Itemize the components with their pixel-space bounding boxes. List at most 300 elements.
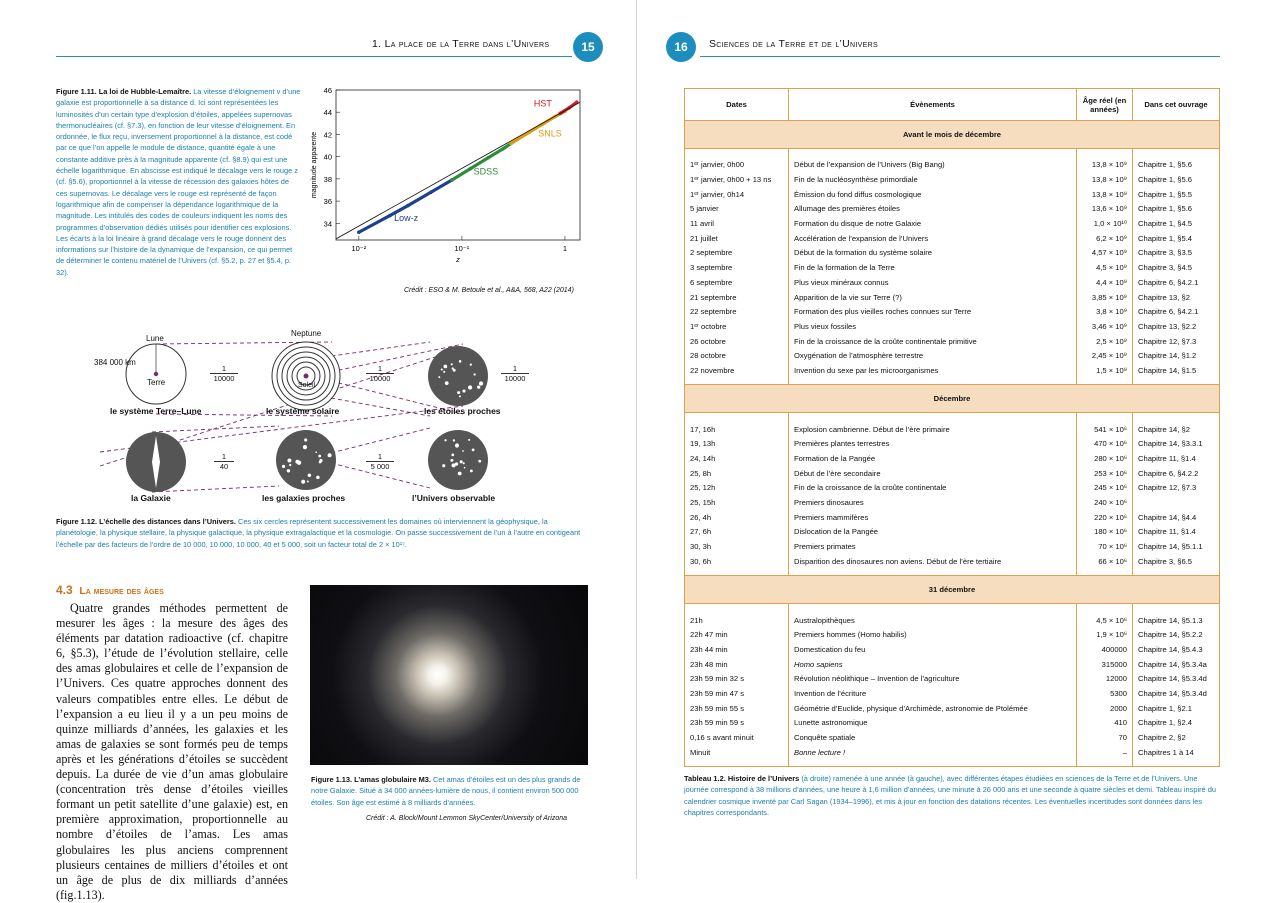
cell-event: Explosion cambrienne. Début de l’ère primaire [789, 422, 1077, 437]
star-dot [460, 460, 463, 463]
cell-reference: Chapitre 14, §4.4 [1133, 510, 1220, 525]
figure-credit: Crédit : A. Block/Mount Lemmon SkyCenter/University of Arizona [366, 815, 568, 822]
cell-date: 25, 8h [685, 466, 789, 481]
cell-event: Révolution néolithique – Invention de l’agriculture [789, 671, 1077, 686]
table-row [685, 495, 1220, 510]
table-spacer [685, 760, 1220, 767]
table-row [685, 348, 1220, 363]
column-header: Dans cet ouvrage [1133, 89, 1220, 121]
cell-event: Premiers primates [789, 539, 1077, 554]
label-distance: 384 000 km [94, 358, 136, 367]
cell-reference: Chapitre 1, §5.6 [1133, 202, 1220, 217]
cell-date: 21 juillet [685, 231, 789, 246]
star-dot [478, 386, 480, 388]
cell-age: 3,46 × 10⁹ [1077, 319, 1133, 334]
cell-event: Début de la formation du système solaire [789, 246, 1077, 261]
cell-event: Homo sapiens [789, 657, 1077, 672]
table-section-row [685, 121, 1220, 149]
cell-age: 6,2 × 10⁹ [1077, 231, 1133, 246]
cell-reference: Chapitre 14, §5.3.4d [1133, 686, 1220, 701]
star-dot [307, 480, 309, 482]
fraction-denominator: 5 000 [370, 462, 390, 471]
cell-age: 315000 [1077, 657, 1133, 672]
fraction-numerator: 1 [366, 364, 394, 374]
cell-event: Invention du sexe par les microorganismes [789, 363, 1077, 378]
data-point [501, 147, 505, 151]
label-system-5: les galaxies proches [262, 493, 346, 503]
page-number: 15 [573, 32, 603, 62]
star-dot [457, 391, 460, 394]
plot-frame [336, 90, 580, 240]
caption-text: Cet amas d’étoiles est un des plus grands de notre Galaxie. Situé à 34 000 années-lumière de nous, il contient environ 500 000 étoiles. Son âge est estimé à 8 milliards d’années. [311, 775, 581, 807]
star-dot [458, 472, 462, 476]
star-dot [303, 445, 307, 449]
cell-age: 13,8 × 10⁹ [1077, 158, 1133, 173]
scale-fraction [366, 364, 394, 383]
x-tick-label: 1 [562, 244, 568, 253]
cell-event: Premiers hommes (Homo habilis) [789, 627, 1077, 642]
cell-date: 6 septembre [685, 275, 789, 290]
cell-age: 180 × 10⁶ [1077, 525, 1133, 540]
cell-event: Fin de la croissance de la croûte continentale primitive [789, 334, 1077, 349]
figure-credit: Crédit : ESO & M. Betoule et al., A&A, 568, A22 (2014) [404, 287, 574, 294]
fraction-denominator: 40 [219, 462, 229, 471]
cell-date: 28 octobre [685, 348, 789, 363]
table-spacer [685, 604, 1220, 613]
cell-event: Lunette astronomique [789, 716, 1077, 731]
cell-date: 23h 59 min 59 s [685, 716, 789, 731]
cell-age: 541 × 10⁶ [1077, 422, 1133, 437]
star-dot [319, 459, 322, 462]
fraction-numerator: 1 [501, 364, 529, 374]
star-dot [441, 368, 443, 370]
fraction-denominator: 10000 [369, 374, 391, 383]
cell-date: 23h 44 min [685, 642, 789, 657]
table-row [685, 730, 1220, 745]
cell-reference: Chapitre 6, §4.2.1 [1133, 304, 1220, 319]
star-dot [442, 464, 445, 467]
star-dot [452, 367, 454, 369]
x-tick-label: 10⁻¹ [454, 244, 470, 253]
table-row [685, 657, 1220, 672]
y-tick-label: 34 [323, 219, 332, 229]
cell-reference: Chapitre 3, §4.5 [1133, 260, 1220, 275]
caption-text: La vitesse d’éloignement v d’une galaxie est proportionnelle à sa distance d. Ici sont représentées les luminosités d’un certain type d’explosion d’étoiles, appelées supernovas thermonucléaires (cf. §7.3), en fonction de leur vitesse d’éloignement. En ordonnée, le flux reçu, inversement proportionnel à la distance, est codé par ce que l’on appelle le module de distance, quantité égale à une constante additive près à la magnitude apparente (cf. §8.9) qui est une échelle logarithmique. En abscisse est indiqué le décalage vers le rouge z (cf. §5.6), proportionnel à la vitesse de récession des galaxies hôtes de ces supernovas. Le décalage vers le rouge est représenté de façon logarithmique afin de compenser la dépendance logarithmique de la magnitude. Les intitulés des codes de couleurs indiquent les noms des programmes d’observation dédiés utilisés pour identifier ces explosions. Les écarts à la loi linéaire à grand décalage vers le rouge donnent des informations sur l’histoire de la dynamique de l’expansion, ce qui permet de déterminer le contenu matériel de l’Univers (cf. §5.2, p. 27 et §5.4, p. 32). [56, 87, 301, 277]
globular-cluster-image [310, 585, 588, 765]
table-row [685, 466, 1220, 481]
cell-event: Premiers mammifères [789, 510, 1077, 525]
cell-reference [1133, 495, 1220, 510]
table-spacer [685, 569, 1220, 576]
table-row [685, 363, 1220, 378]
label-soleil: Soleil [298, 382, 316, 389]
cell-age: 13,8 × 10⁹ [1077, 187, 1133, 202]
table-row [685, 304, 1220, 319]
star-dot [464, 467, 466, 469]
star-dot [462, 389, 465, 392]
cell-reference: Chapitre 14, §5.1.1 [1133, 539, 1220, 554]
cell-age: 3,85 × 10⁹ [1077, 290, 1133, 305]
star-dot [459, 395, 461, 397]
table-row [685, 671, 1220, 686]
cell-event: Domestication du feu [789, 642, 1077, 657]
section-title: La mesure des âges [79, 585, 164, 597]
label-lune: Lune [146, 334, 164, 343]
caption-title: Figure 1.12. L’échelle des distances dans l’Univers. [56, 517, 236, 526]
star-dot [472, 448, 475, 451]
cell-age: 70 [1077, 730, 1133, 745]
table-spacer [685, 378, 1220, 385]
fraction-denominator: 10000 [213, 374, 235, 383]
star-dot [444, 439, 446, 441]
circle-galaxy [126, 432, 186, 492]
cell-reference: Chapitre 14, §3.3.1 [1133, 437, 1220, 452]
cell-date: 1ᵉʳ janvier, 0h00 [685, 158, 789, 173]
cell-age: 13,8 × 10⁹ [1077, 172, 1133, 187]
table-row [685, 187, 1220, 202]
cell-date: 26 octobre [685, 334, 789, 349]
cell-reference: Chapitre 12, §7.3 [1133, 334, 1220, 349]
figure-caption [56, 86, 302, 278]
label-system-1: le système Terre–Lune [110, 406, 202, 416]
cell-date: 30, 3h [685, 539, 789, 554]
table-row [685, 539, 1220, 554]
star-dot [318, 455, 321, 458]
cell-date: 17, 16h [685, 422, 789, 437]
cell-reference: Chapitre 11, §1.4 [1133, 451, 1220, 466]
fraction-denominator: 10000 [504, 374, 526, 383]
cell-age: 4,4 × 10⁹ [1077, 275, 1133, 290]
cell-reference: Chapitre 1, §5.5 [1133, 187, 1220, 202]
cell-date: 24, 14h [685, 451, 789, 466]
cell-event: Fin de la formation de la Terre [789, 260, 1077, 275]
cell-event: Début de l’ère secondaire [789, 466, 1077, 481]
cell-age: – [1077, 745, 1133, 760]
scale-fraction [214, 452, 234, 471]
cell-date: Minuit [685, 745, 789, 760]
cell-reference: Chapitre 1, §2.1 [1133, 701, 1220, 716]
cell-event: Fin de la nucléosynthèse primordiale [789, 172, 1077, 187]
star-dot [289, 464, 291, 466]
series-label: SNLS [538, 128, 562, 139]
cell-reference: Chapitre 14, §5.1.3 [1133, 613, 1220, 628]
star-dot [287, 458, 291, 462]
y-tick-label: 36 [323, 197, 332, 207]
label-system-4: la Galaxie [131, 493, 171, 503]
cell-date: 1ᵉʳ janvier, 0h00 + 13 ns [685, 172, 789, 187]
cell-age: 280 × 10⁶ [1077, 451, 1133, 466]
series-label: SDSS [473, 166, 499, 177]
star-dot [304, 438, 307, 441]
cell-event: Géométrie d’Euclide, physique d’Archimède, astronomie de Ptolémée [789, 701, 1077, 716]
x-tick-label: 10⁻² [351, 244, 367, 253]
cell-age: 4,5 × 10⁶ [1077, 613, 1133, 628]
table-row [685, 334, 1220, 349]
cell-date: 23h 59 min 55 s [685, 701, 789, 716]
cell-date: 21 septembre [685, 290, 789, 305]
label-system-3: les étoiles proches [424, 406, 501, 416]
scale-fraction [366, 452, 394, 471]
cell-reference: Chapitre 13, §2.2 [1133, 319, 1220, 334]
cell-reference: Chapitre 14, §2 [1133, 422, 1220, 437]
cell-date: 23h 59 min 47 s [685, 686, 789, 701]
cell-reference: Chapitre 1, §2.4 [1133, 716, 1220, 731]
cell-reference: Chapitre 6, §4.2.2 [1133, 466, 1220, 481]
cell-event: Australopithèques [789, 613, 1077, 628]
cell-age: 70 × 10⁶ [1077, 539, 1133, 554]
cell-date: 22 septembre [685, 304, 789, 319]
star-dot [459, 360, 462, 363]
cell-reference: Chapitre 1, §5.6 [1133, 158, 1220, 173]
table-row [685, 525, 1220, 540]
page-number: 16 [666, 32, 696, 62]
cell-age: 5300 [1077, 686, 1133, 701]
section-label: 31 décembre [685, 576, 1220, 604]
cell-age: 1,5 × 10⁹ [1077, 363, 1133, 378]
data-point [450, 178, 454, 182]
table-caption [684, 773, 1224, 818]
caption-title: Figure 1.13. L’amas globulaire M3. [311, 775, 431, 784]
star-dot [479, 381, 483, 385]
caption-title: Figure 1.11. La loi de Hubble-Lemaître. [56, 87, 192, 96]
cell-event: Oxygénation de l’atmosphère terrestre [789, 348, 1077, 363]
table-row [685, 627, 1220, 642]
cell-event: Début de l’expansion de l’Univers (Big Bang) [789, 158, 1077, 173]
cell-date: 1ᵉʳ janvier, 0h14 [685, 187, 789, 202]
cell-event: Invention de l’écriture [789, 686, 1077, 701]
left-page [0, 0, 636, 902]
table-row [685, 510, 1220, 525]
data-point [468, 167, 472, 171]
table-row [685, 701, 1220, 716]
label-system-6: l’Univers observable [412, 493, 496, 503]
column-header: Évènements [789, 89, 1077, 121]
table-header-row [685, 89, 1220, 121]
star-dot [463, 462, 465, 464]
star-dot [301, 480, 305, 484]
cell-date: 1ᵉʳ octobre [685, 319, 789, 334]
cell-date: 23h 48 min [685, 657, 789, 672]
cell-age: 12000 [1077, 671, 1133, 686]
table-row [685, 613, 1220, 628]
fraction-numerator: 1 [210, 364, 238, 374]
cosmic-calendar-table [684, 88, 1220, 767]
y-tick-label: 38 [323, 174, 332, 184]
scale-fraction [210, 364, 238, 383]
cell-event: Conquête spatiale [789, 730, 1077, 745]
star-dot [315, 451, 317, 453]
star-dot [328, 453, 332, 457]
hubble-chart [306, 82, 588, 280]
star-dot [287, 469, 290, 472]
cell-reference: Chapitre 12, §7.3 [1133, 481, 1220, 496]
star-dot [438, 376, 440, 378]
star-dot [455, 462, 458, 465]
table-row [685, 216, 1220, 231]
table-row [685, 716, 1220, 731]
data-point [388, 214, 392, 218]
caption-text: (à droite) ramenée à une année (à gauche), avec différentes étapes étudiées en sciences de la Terre et de l’Univers. Une journée correspond à 38 millions d’années, une heure à 1,6 million d’années, une minute à 26 000 ans et une seconde à quatre siècles et demi. Tableau inspiré du calendrier cosmique inventé par Carl Sagan (1934–1996), et mis à jour en fonction des datations récentes. Les éventuelles incertitudes sont données dans les chapitres correspondants. [684, 774, 1216, 817]
star-dot [443, 371, 445, 373]
cell-age: 2,5 × 10⁹ [1077, 334, 1133, 349]
label-neptune: Neptune [291, 329, 322, 338]
cell-event: Accélération de l’expansion de l’Univers [789, 231, 1077, 246]
cell-event: Premières plantes terrestres [789, 437, 1077, 452]
cell-reference: Chapitre 14, §5.3.4d [1133, 671, 1220, 686]
table-row [685, 686, 1220, 701]
table-row [685, 260, 1220, 275]
cell-age: 410 [1077, 716, 1133, 731]
table-row [685, 246, 1220, 261]
cell-date: 5 janvier [685, 202, 789, 217]
cell-age: 245 × 10⁶ [1077, 481, 1133, 496]
table-row [685, 481, 1220, 496]
series-label: Low-z [394, 213, 419, 224]
data-point [509, 142, 513, 146]
cell-date: 2 septembre [685, 246, 789, 261]
cell-age: 220 × 10⁶ [1077, 510, 1133, 525]
cell-age: 4,57 × 10⁹ [1077, 246, 1133, 261]
table-row [685, 158, 1220, 173]
figure-caption [311, 774, 589, 808]
caption-text: Ces six cercles représentent successivement les domaines où interviennent la géophysique, la planétologie, la physique stellaire, la physique galactique, la physique extragalactique et la cosmologie. On passe successivement de l’un à l’autre en contigeant l’échelle par des facteurs de l’ordre de 10 000, 10 000, 10 000, 40 et 5 000, soit un facteur total de 2 × 10¹⁷. [56, 517, 581, 549]
cell-event: Allumage des premières étoiles [789, 202, 1077, 217]
section-heading [56, 583, 164, 597]
figure-caption [56, 516, 590, 550]
header-rule [700, 56, 1220, 57]
cell-date: 22 novembre [685, 363, 789, 378]
star-dot [451, 363, 453, 365]
star-dot [445, 381, 449, 385]
cell-reference: Chapitre 6, §4.2.1 [1133, 275, 1220, 290]
cell-event: Premiers dinosaures [789, 495, 1077, 510]
star-dot [470, 470, 473, 473]
star-dot [462, 450, 464, 452]
cell-reference: Chapitre 3, §6.5 [1133, 554, 1220, 569]
section-label: Décembre [685, 385, 1220, 413]
cell-event: Apparition de la vie sur Terre (?) [789, 290, 1077, 305]
column-header: Dates [685, 89, 789, 121]
fraction-numerator: 1 [214, 452, 234, 462]
y-tick-label: 40 [323, 152, 332, 162]
cell-reference: Chapitre 13, §2 [1133, 290, 1220, 305]
cell-age: 1,0 × 10¹⁰ [1077, 216, 1133, 231]
star-dot [468, 439, 470, 441]
y-axis-label: magnitude apparente [311, 131, 318, 199]
cell-date: 11 avril [685, 216, 789, 231]
cell-age: 400000 [1077, 642, 1133, 657]
cell-date: 3 septembre [685, 260, 789, 275]
cell-age: 3,8 × 10⁹ [1077, 304, 1133, 319]
y-tick-label: 42 [323, 130, 332, 140]
star-dot [478, 460, 481, 463]
table-row [685, 231, 1220, 246]
cell-reference: Chapitres 1 à 14 [1133, 745, 1220, 760]
cell-event: Dislocation de la Pangée [789, 525, 1077, 540]
y-tick-label: 46 [323, 86, 332, 95]
star-dot [316, 476, 320, 480]
label-system-2: le système solaire [266, 406, 340, 416]
table-row [685, 275, 1220, 290]
cell-date: 19, 13h [685, 437, 789, 452]
table-row [685, 437, 1220, 452]
data-point [486, 156, 490, 160]
cell-date: 26, 4h [685, 510, 789, 525]
column-header: Âge réel (en années) [1077, 89, 1133, 121]
data-point [357, 230, 361, 234]
circle-solar-system [272, 342, 340, 410]
section-label: Avant le mois de décembre [685, 121, 1220, 149]
cell-event: Plus vieux fossiles [789, 319, 1077, 334]
cell-age: 240 × 10⁶ [1077, 495, 1133, 510]
fraction-numerator: 1 [366, 452, 394, 462]
star-dot [451, 453, 454, 456]
section-body: Quatre grandes méthodes permettent de mesurer les âges : la mesure des âges des éléments par datation radioactive (cf. chapitre 6, §5.3), l’étude de l’évolution stellaire, celle des amas globulaires et celle de l’expansion de l’Univers. Ces quatre approches donnent des valeurs compatibles entre elles. Le début de l’expansion a eu lieu il y a un peu moins de quinze milliards d’années, les galaxies et les amas de galaxies se sont formés peu de temps après et les générations d’étoiles se succèdent depuis. La durée de vie d’un amas globulaire (concentration très dense d’étoiles vieilles formant un petit satellite d’une galaxie) est, en première approximation, proportionnelle au nombre d’étoiles de l’amas. Les amas globulaires les plus anciens comprennent plusieurs centaines de milliers d’étoiles et ont un âge de plus de dix milliards d’années (fig.1.13). [56, 601, 288, 902]
section-number: 4.3 [56, 583, 73, 597]
cell-date: 23h 59 min 32 s [685, 671, 789, 686]
cell-reference: Chapitre 2, §2 [1133, 730, 1220, 745]
header-rule [56, 56, 572, 57]
cell-age: 13,6 × 10⁹ [1077, 202, 1133, 217]
cell-age: 253 × 10⁶ [1077, 466, 1133, 481]
scale-fraction [501, 364, 529, 383]
table-row [685, 422, 1220, 437]
table-spacer [685, 413, 1220, 422]
table-row [685, 745, 1220, 760]
cell-reference: Chapitre 11, §1.4 [1133, 525, 1220, 540]
circle-nearby-stars [428, 346, 488, 406]
cell-reference: Chapitre 14, §1.2 [1133, 348, 1220, 363]
cell-reference: Chapitre 14, §5.4.3 [1133, 642, 1220, 657]
star-dot [295, 460, 299, 464]
distance-scale-diagram [56, 326, 586, 510]
table-row [685, 202, 1220, 217]
table-row [685, 319, 1220, 334]
cell-reference: Chapitre 14, §5.2.2 [1133, 627, 1220, 642]
cell-event: Formation de la Pangée [789, 451, 1077, 466]
cell-date: 25, 15h [685, 495, 789, 510]
cell-reference: Chapitre 1, §5.4 [1133, 231, 1220, 246]
cell-date: 0,16 s avant minuit [685, 730, 789, 745]
table-row [685, 451, 1220, 466]
star-dot [468, 385, 472, 389]
data-point [429, 190, 433, 194]
caption-title: Tableau 1.2. Histoire de l’Univers [684, 774, 800, 783]
cell-reference: Chapitre 3, §3.5 [1133, 246, 1220, 261]
right-page [638, 0, 1272, 879]
running-head: 1. La place de la Terre dans l’Univers [372, 38, 550, 50]
star-dot [453, 439, 455, 441]
star-dot [455, 443, 459, 447]
star-dot [308, 474, 312, 478]
table-spacer [685, 149, 1220, 158]
cell-event: Formation du disque de notre Galaxie [789, 216, 1077, 231]
cell-age: 2,45 × 10⁹ [1077, 348, 1133, 363]
cell-date: 22h 47 min [685, 627, 789, 642]
cell-date: 30, 6h [685, 554, 789, 569]
star-dot [282, 465, 285, 468]
star-dot [470, 363, 472, 365]
table-row [685, 554, 1220, 569]
cell-age: 4,5 × 10⁹ [1077, 260, 1133, 275]
cell-age: 1,9 × 10⁶ [1077, 627, 1133, 642]
label-terre: Terre [147, 378, 166, 387]
cell-reference: Chapitre 14, §1.5 [1133, 363, 1220, 378]
table-row [685, 172, 1220, 187]
table-section-row [685, 385, 1220, 413]
cell-age: 470 × 10⁶ [1077, 437, 1133, 452]
series-label: HST [533, 98, 552, 109]
